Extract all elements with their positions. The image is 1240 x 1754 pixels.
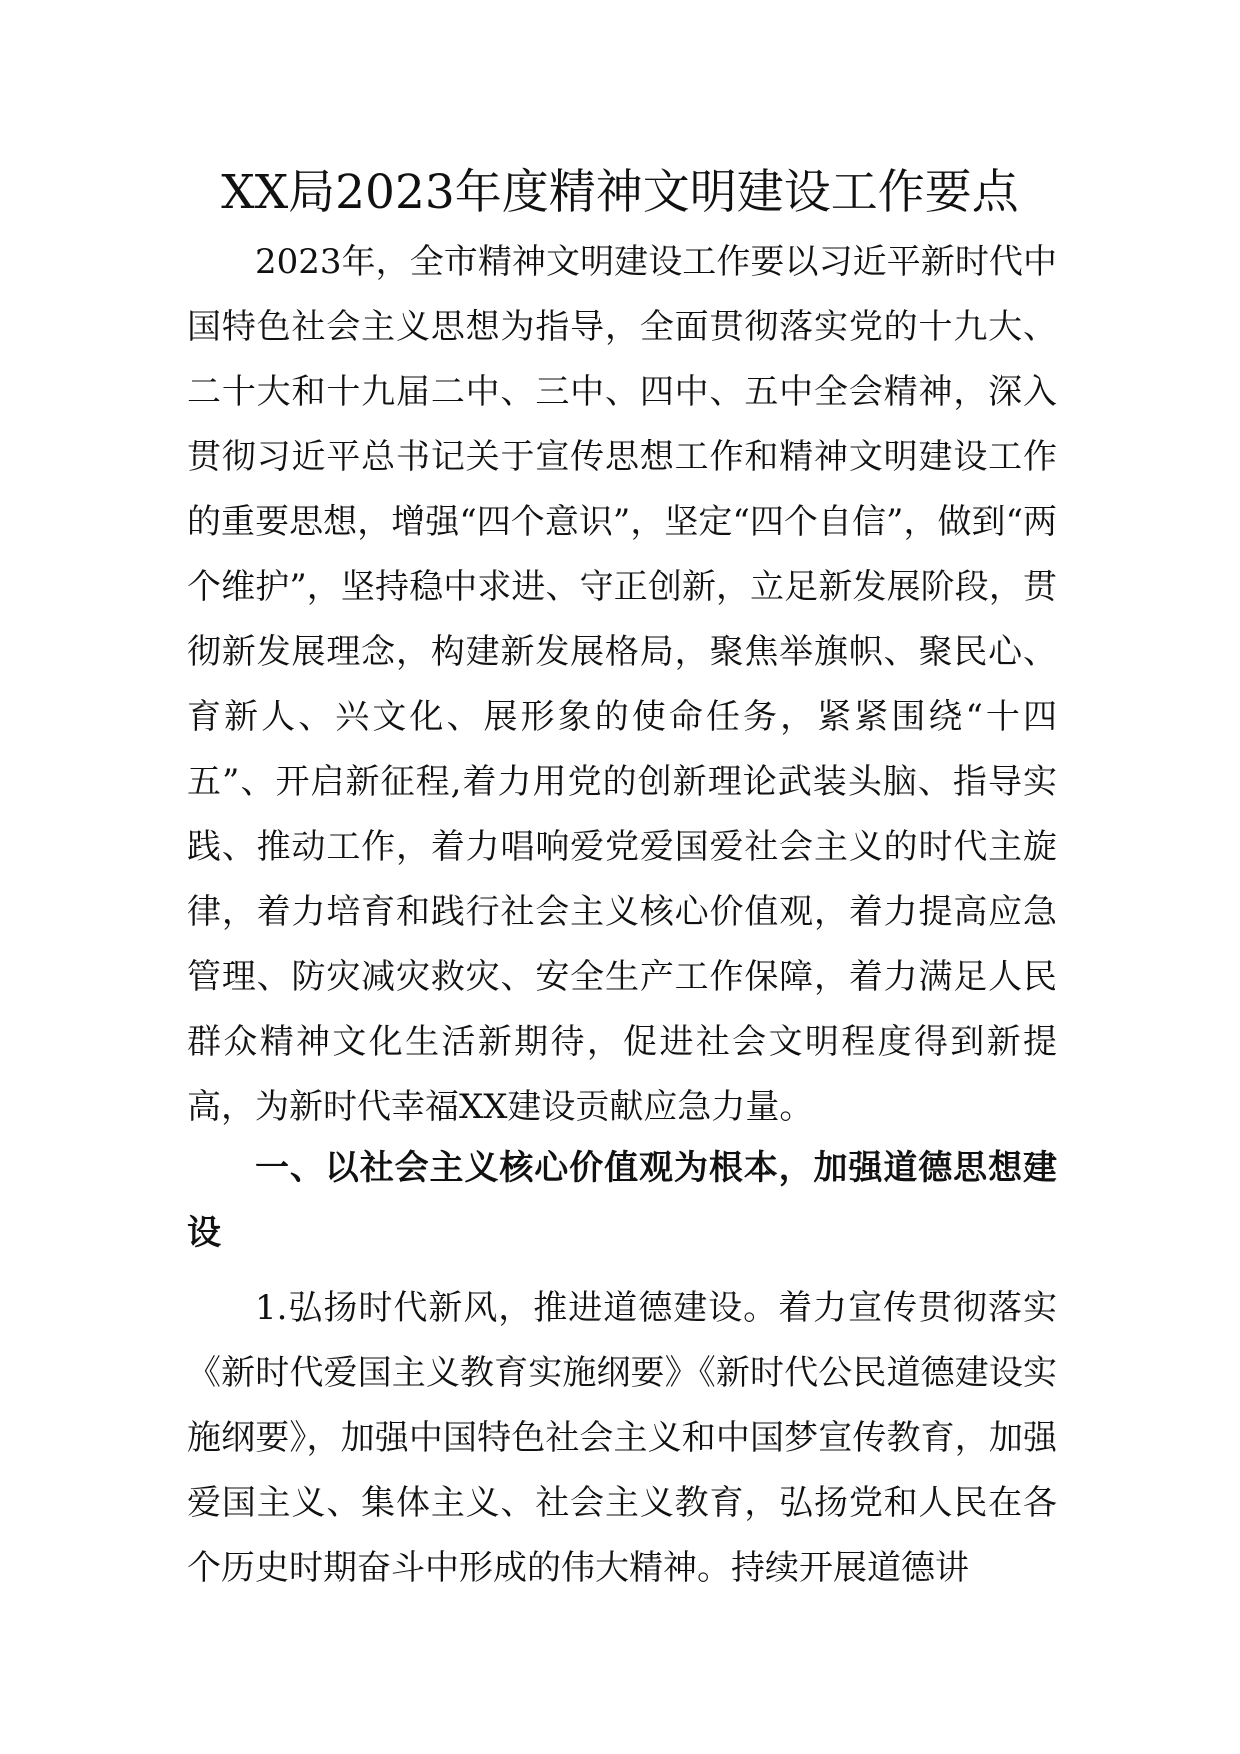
document-title: XX局2023年度精神文明建设工作要点: [221, 165, 1019, 220]
section-heading-1: 一、以社会主义核心价值观为根本，加强道德思想建设: [187, 1148, 1057, 1253]
intro-paragraph: 2023年，全市精神文明建设工作要以习近平新时代中国特色社会主义思想为指导，全面贯彻落实党的十九大、二十大和十九届二中、三中、四中、五中全会精神，深入贯彻习近平总书记关于宣传思想工作和精神文明建设工作的重要思想，增强“四个意识”，坚定“四个自信”，做到“两个维护”，坚持稳中求进、守正创新，立足新发展阶段，贯彻新发展理念，构建新发展格局，聚焦举旗帜、聚民心、育新人、兴文化、展形象的使命任务，紧紧围绕“十四五”、开启新征程,着力用党的创新理论武装头脑、指导实践、推动工作，着力唱响爱党爱国爱社会主义的时代主旋律，着力培育和践行社会主义核心价值观，着力提高应急管理、防灾减灾救灾、安全生产工作保障，着力满足人民群众精神文化生活新期待，促进社会文明程度得到新提高，为新时代幸福XX建设贡献应急力量。: [187, 242, 1057, 1127]
item-1-paragraph: 1.弘扬时代新风，推进道德建设。着力宣传贯彻落实《新时代爱国主义教育实施纲要》《新时代公民道德建设实施纲要》，加强中国特色社会主义和中国梦宣传教育，加强爱国主义、集体主义、社会主义教育，弘扬党和人民在各个历史时期奋斗中形成的伟大精神。持续开展道德讲: [187, 1288, 1057, 1588]
